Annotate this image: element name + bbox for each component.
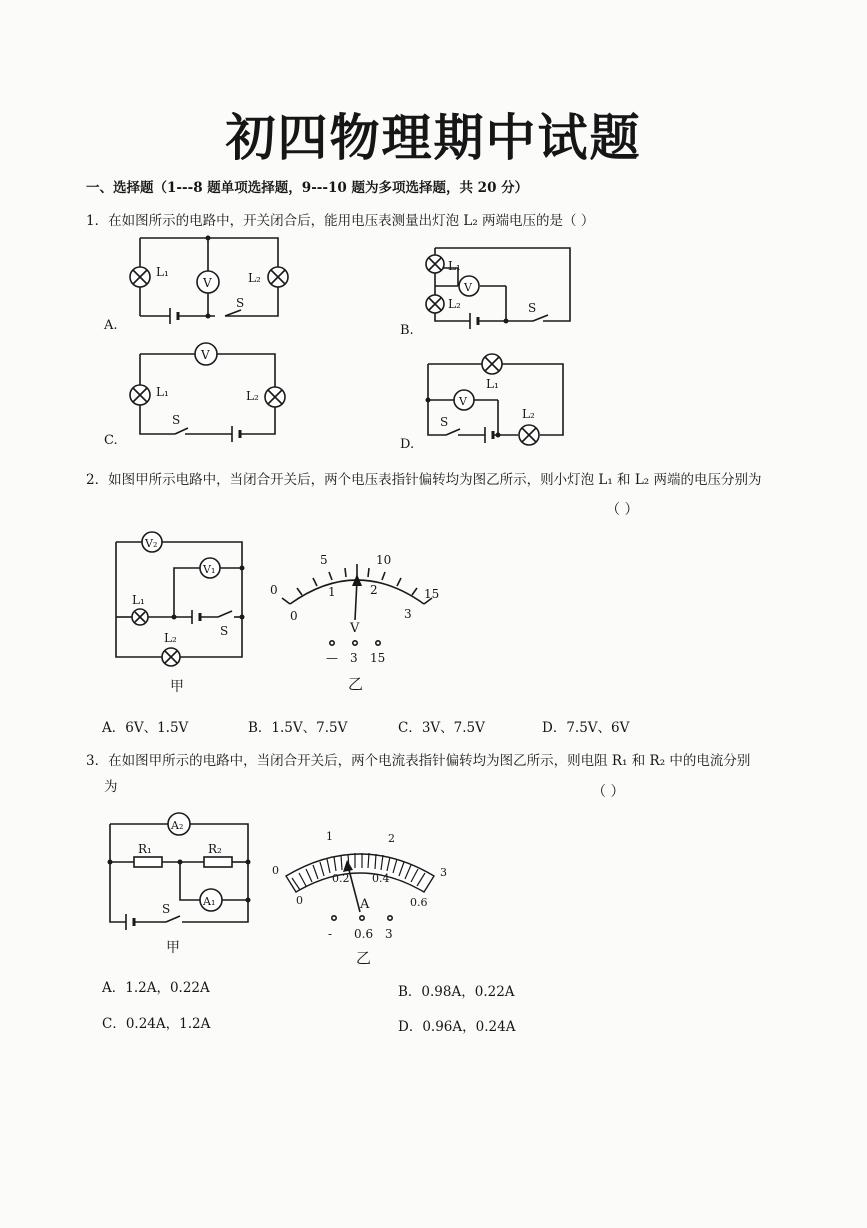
q1-circuit-c <box>100 342 300 450</box>
q1-option-b-label: B. <box>400 323 414 338</box>
q2-meter-symbol: V <box>350 621 360 636</box>
q2-option-d[interactable]: D．7.5V、6V <box>542 720 630 736</box>
q1c-l1-label: L₁ <box>156 385 169 399</box>
q3-a1-label: A₁ <box>203 895 216 908</box>
q1-stem: 1．在如图所示的电路中，开关闭合后，能用电压表测量出灯泡 L₂ 两端电压的是（ ） <box>86 213 595 229</box>
section-heading: 一、选择题（1---8 题单项选择题，9---10 题为多项选择题，共 20 分） <box>86 180 529 196</box>
q3-option-d[interactable]: D．0.96A，0.24A <box>398 1019 516 1035</box>
q1b-voltmeter-label: V <box>464 281 472 294</box>
q3-r1-label: R₁ <box>138 842 152 856</box>
q2-option-b[interactable]: B．1.5V、7.5V <box>248 720 348 736</box>
q1c-voltmeter-label: V <box>201 348 210 362</box>
q2-circuit-jia <box>108 532 258 697</box>
q3-scale-bottom-06: 0.6 <box>410 896 428 909</box>
q3-stem-cont: 为 <box>104 779 118 795</box>
q3-terminal-neg: - <box>328 927 333 941</box>
q1a-l1-label: L₁ <box>156 265 169 279</box>
q2-v1-label: V₁ <box>203 563 216 576</box>
q2-v2-label: V₂ <box>145 537 158 550</box>
q3-ammeter-dial <box>268 826 458 976</box>
q2-voltmeter-dial <box>262 548 452 698</box>
q2-option-c[interactable]: C．3V、7.5V <box>398 720 485 736</box>
q2-terminal-3: 3 <box>350 651 358 665</box>
exam-title: 初四物理期中试题 <box>225 108 642 167</box>
q2-scale-bottom-3: 3 <box>404 607 412 621</box>
q1c-l2-label: L₂ <box>246 389 259 403</box>
q3-scale-top-1: 1 <box>326 830 333 843</box>
q2-answer-paren: （ ） <box>606 502 639 518</box>
q2-scale-bottom-1: 1 <box>328 585 336 599</box>
q1-option-a-label: A. <box>104 318 118 333</box>
q1a-switch-label: S <box>236 296 245 310</box>
q1-circuit-b <box>398 246 578 341</box>
q3-meter-symbol: A <box>360 897 370 912</box>
q1-circuit-a <box>100 232 300 342</box>
q3-scale-top-0: 0 <box>272 864 279 877</box>
q1c-switch-label: S <box>172 413 181 427</box>
q3-scale-top-3: 3 <box>440 866 447 879</box>
q2-stem: 2．如图甲所示电路中，当闭合开关后，两个电压表指针偏转均为图乙所示，则小灯泡 L₁ 和 L₂ 两端的电压分别为 <box>86 472 762 488</box>
q1b-l1-label: L₁ <box>448 259 461 273</box>
q2-option-a[interactable]: A．6V、1.5V <box>102 720 189 736</box>
q3-scale-bottom-0: 0 <box>296 894 303 907</box>
q3-terminal-06: 0.6 <box>354 927 374 941</box>
q1d-l2-label: L₂ <box>522 407 535 421</box>
q3-circuit-jia <box>104 812 264 958</box>
q2-l1-label: L₁ <box>132 593 145 607</box>
q3-scale-bottom-02: 0.2 <box>332 872 350 885</box>
q1b-l2-label: L₂ <box>448 297 461 311</box>
q3-terminal-3: 3 <box>385 927 393 941</box>
q2-terminal-neg: — <box>326 651 338 665</box>
q3-option-a[interactable]: A．1.2A，0.22A <box>102 980 210 996</box>
q1d-voltmeter-label: V <box>459 395 467 408</box>
q2-scale-bottom-0: 0 <box>290 609 298 623</box>
q1-option-c-label: C. <box>104 433 118 448</box>
q1a-l2-label: L₂ <box>248 271 261 285</box>
q3-r2-label: R₂ <box>208 842 222 856</box>
q3-scale-bottom-04: 0.4 <box>372 872 390 885</box>
q1d-l1-label: L₁ <box>486 377 499 391</box>
q3-option-b[interactable]: B．0.98A，0.22A <box>398 984 515 1000</box>
q3-fig-jia-label: 甲 <box>166 940 180 956</box>
q3-a2-label: A₂ <box>171 819 184 832</box>
q2-scale-zero-top: 0 <box>270 583 278 597</box>
q2-switch-label: S <box>220 624 229 638</box>
q2-l2-label: L₂ <box>164 631 177 645</box>
q2-scale-bottom-2: 2 <box>370 583 378 597</box>
q1d-switch-label: S <box>440 415 449 429</box>
q3-scale-top-2: 2 <box>388 832 395 845</box>
q2-fig-jia-label: 甲 <box>170 679 184 695</box>
q3-option-c[interactable]: C．0.24A，1.2A <box>102 1016 211 1032</box>
q1a-voltmeter-label: V <box>203 276 212 290</box>
q2-scale-top-5: 5 <box>320 553 328 567</box>
q3-switch-label: S <box>162 902 171 916</box>
q3-stem: 3．在如图甲所示的电路中，当闭合开关后，两个电流表指针偏转均为图乙所示，则电阻 R₁ 和 R₂ 中的电流分别 <box>86 753 751 769</box>
q1b-switch-label: S <box>528 301 537 315</box>
q1-circuit-d <box>398 350 578 454</box>
q2-scale-top-10: 10 <box>376 553 392 567</box>
q2-fig-yi-label: 乙 <box>348 675 364 693</box>
q2-scale-top-15: 15 <box>424 587 440 601</box>
q2-terminal-15: 15 <box>370 651 386 665</box>
q3-fig-yi-label: 乙 <box>356 949 372 967</box>
q1-option-d-label: D. <box>400 437 415 452</box>
q3-answer-paren: （ ） <box>592 784 625 800</box>
